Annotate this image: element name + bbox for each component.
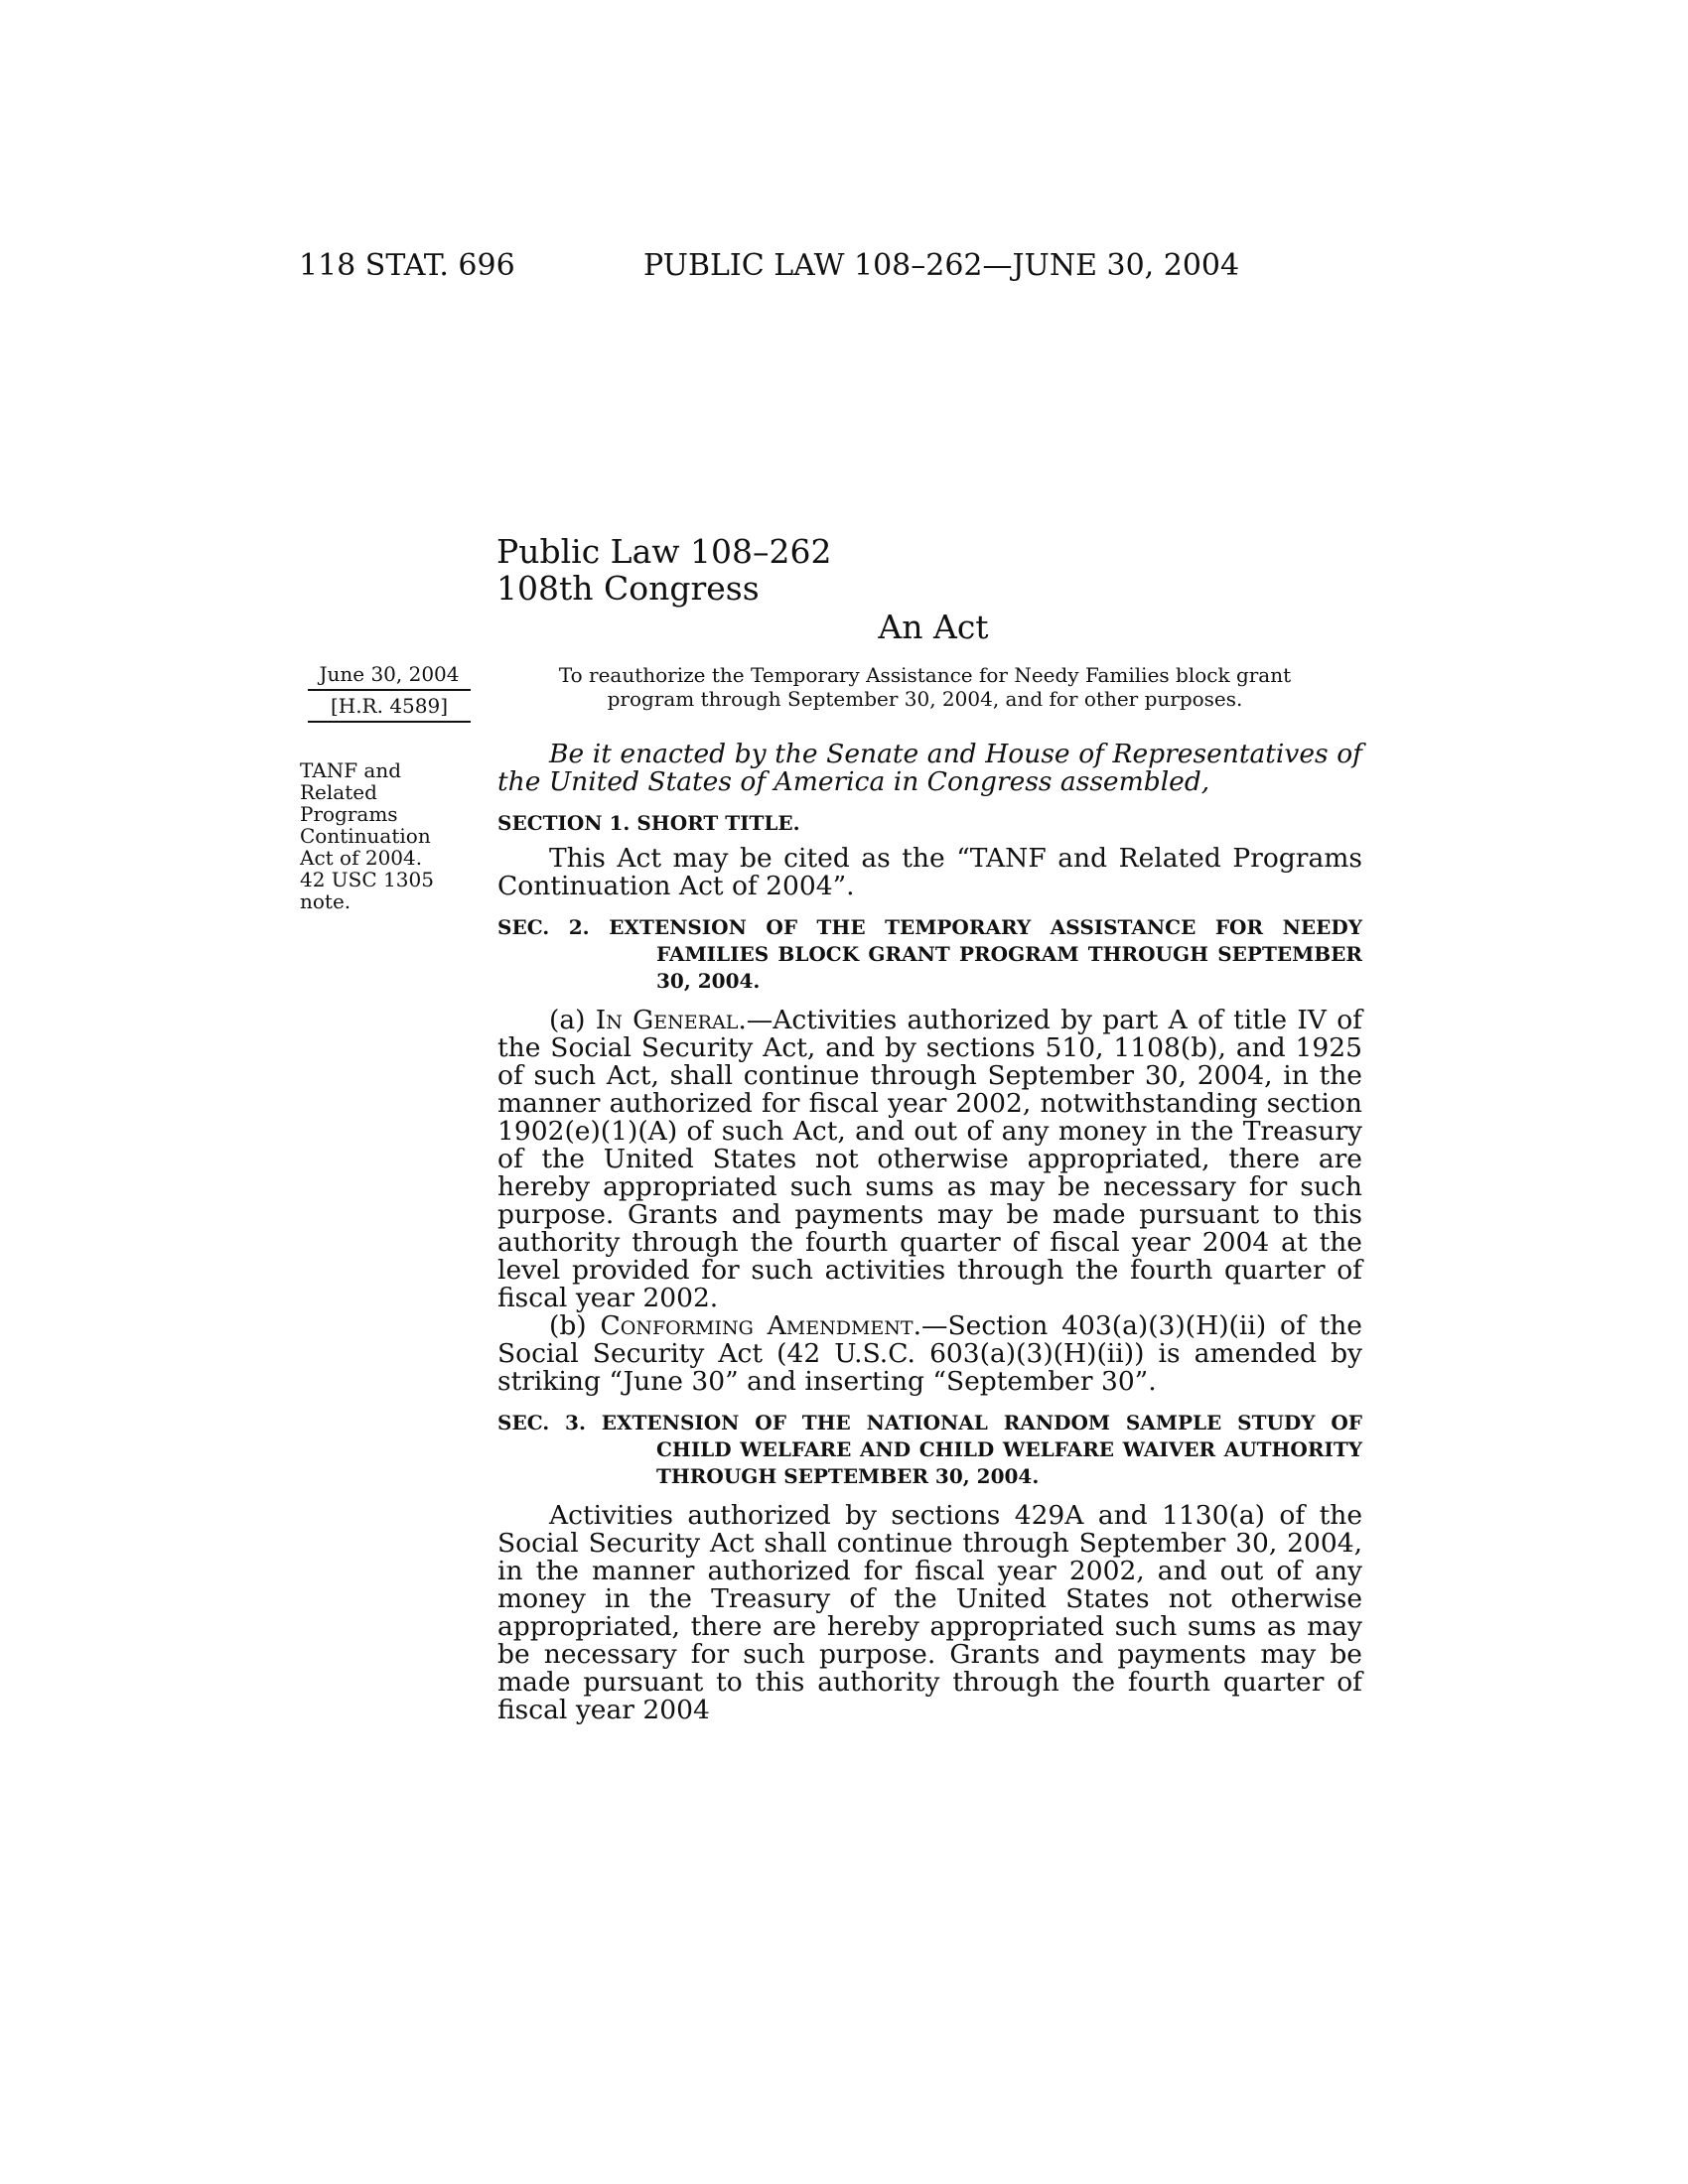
running-head-title: PUBLIC LAW 108–262—JUNE 30, 2004 <box>643 248 1240 283</box>
bill-number: [H.R. 4589] <box>308 691 471 723</box>
purpose-statement: To reauthorize the Temporary Assistance for Needy Families block grant program through September 30, 2004, and for other purposes. <box>558 663 1292 711</box>
enactment-date: June 30, 2004 <box>308 663 471 691</box>
congress-label: 108th Congress <box>496 569 760 608</box>
margin-note-line: Programs <box>300 802 398 826</box>
margin-note-line: TANF and <box>300 758 402 782</box>
margin-note-line: Related <box>300 780 377 804</box>
margin-date-box <box>308 663 471 723</box>
page-citation: 118 STAT. 696 <box>299 248 515 283</box>
section-3-number: SEC. 3. <box>497 1411 586 1434</box>
margin-short-title-note <box>300 759 449 912</box>
section-3-heading <box>497 1410 1362 1490</box>
section-2-number: SEC. 2. <box>497 915 590 939</box>
law-number: Public Law 108–262 <box>496 532 832 571</box>
margin-note-line: note. <box>300 889 352 913</box>
section-1-heading: SECTION 1. SHORT TITLE. <box>497 811 800 835</box>
section-2-title: EXTENSION OF THE TEMPORARY ASSISTANCE FOR NEEDY FAMILIES BLOCK GRANT PROGRAM THROUGH SEPTEMBER 30, 2004. <box>609 915 1363 993</box>
subsection-a-text: —Activities authorized by part A of title IV of the Social Security Act, and by sections 510, 1108(b), and 1925 of such Act, shall continue through September 30, 2004, in the manner authorized for fiscal year 2002, notwithstanding section 1902(e)(1)(A) of such Act, and out of any money in the Treasury of the United States not otherwise appropriated, there are hereby appropriated such sums as may be necessary for such purpose. Grants and payments may be made pursuant to this authority through the fourth quarter of fiscal year 2004 at the level provided for such activities through the fourth quarter of fiscal year 2002. <box>497 1005 1362 1313</box>
section-3-title: EXTENSION OF THE NATIONAL RANDOM SAMPLE STUDY OF CHILD WELFARE AND CHILD WELFARE WAIVER AUTHORITY THROUGH SEPTEMBER 30, 2004. <box>601 1411 1362 1488</box>
subsection-b-text: —Section 403(a)(3)(H)(ii) of the Social Security Act (42 U.S.C. 603(a)(3)(H)(ii)) is amended by striking “June 30” and inserting “September 30”. <box>497 1310 1362 1397</box>
subsection-a-caption: In General. <box>595 1005 747 1035</box>
section-2-subsection-a <box>497 1007 1362 1312</box>
act-body <box>497 655 1362 1724</box>
section-3-text: Activities authorized by sections 429A and 1130(a) of the Social Security Act shall continue through September 30, 2004, in the manner authorized for fiscal year 2002, and out of any money in the Treasury of the United States not otherwise appropriated, there are hereby appropriated such sums as may be necessary for such purpose. Grants and payments may be made pursuant to this authority through the fourth quarter of fiscal year 2004 <box>497 1500 1362 1725</box>
subsection-b-caption: Conforming Amendment. <box>600 1310 921 1341</box>
subsection-a-label: (a) <box>549 1005 596 1035</box>
act-label: An Act <box>878 608 989 646</box>
margin-note-line: Act of 2004. <box>300 846 423 870</box>
margin-note-line: 42 USC 1305 <box>300 868 434 891</box>
enacting-clause: Be it enacted by the Senate and House of Representatives of the United States of America in Congress assembled, <box>497 739 1362 797</box>
section-2-subsection-b <box>497 1312 1362 1396</box>
section-1-text: This Act may be cited as the “TANF and Related Programs Continuation Act of 2004”. <box>497 843 1362 901</box>
subsection-b-label: (b) <box>549 1310 601 1341</box>
section-2-heading <box>497 914 1362 995</box>
margin-note-line: Continuation <box>300 824 431 848</box>
